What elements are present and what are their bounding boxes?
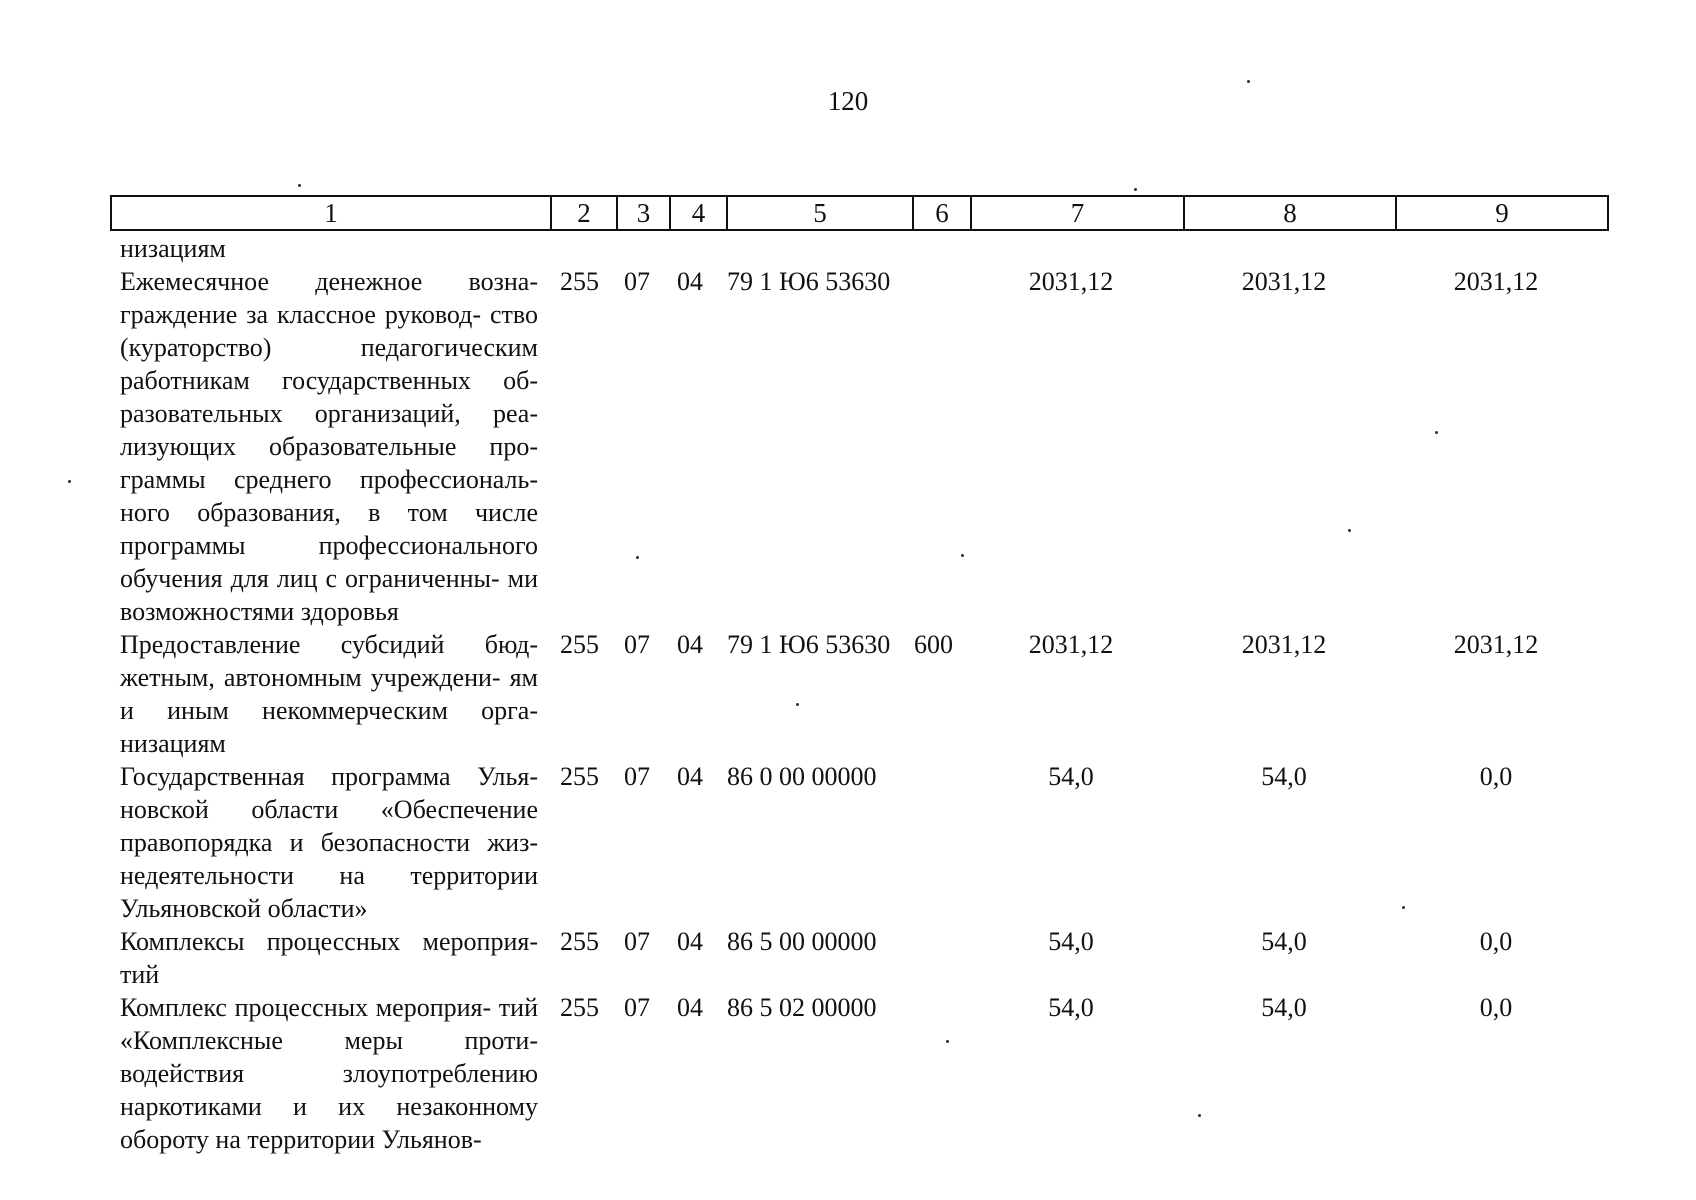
scan-speck [946,1040,949,1043]
scan-speck [298,184,301,187]
column-header-6: 6 [913,196,971,230]
scan-speck [1348,529,1351,532]
target-article-code: 79 1 Ю6 53630 [727,267,891,296]
scan-speck [1402,906,1405,909]
section-code: 07 [624,993,650,1022]
column-header-1: 1 [111,196,551,230]
table-row [0,265,1696,628]
column-header-8: 8 [1184,196,1396,230]
section-code: 07 [624,267,650,296]
row-description: низациям [120,234,226,263]
amount-col7: 54,0 [1048,993,1094,1022]
column-header-3: 3 [617,196,670,230]
ministry-code: 255 [560,927,599,956]
column-header-2: 2 [551,196,617,230]
expense-type-code: 600 [914,630,953,659]
target-article-code: 79 1 Ю6 53630 [727,630,891,659]
scan-speck [961,554,964,557]
scan-speck [1247,80,1250,83]
row-description: Ежемесячное денежное возна- граждение за классное руковод- ство (кураторство) педагогическим работникам государственных об- разовательных организаций, реа- лизующих образовательные про- граммы среднего профессиональ- ного образования, в том числе программы профессионального обучения для лиц с ограниченны- ми возможностями здоровья [120,267,538,626]
scan-speck [636,556,639,559]
table-row [0,232,1696,265]
subsection-code: 04 [677,927,703,956]
subsection-code: 04 [677,993,703,1022]
amount-col9: 0,0 [1479,993,1513,1022]
amount-col9: 0,0 [1479,927,1513,956]
column-header-table [110,195,1609,231]
amount-col7: 2031,12 [1028,267,1114,296]
column-header-4: 4 [670,196,727,230]
subsection-code: 04 [677,762,703,791]
target-article-code: 86 5 02 00000 [727,993,877,1022]
row-description: Комплексы процессных мероприя- тий [120,927,538,989]
table-row [0,925,1696,991]
ministry-code: 255 [560,762,599,791]
column-header-5: 5 [727,196,913,230]
page-number: 120 [827,86,869,116]
amount-col9: 2031,12 [1453,267,1539,296]
amount-col7: 54,0 [1048,927,1094,956]
amount-col8: 2031,12 [1241,267,1327,296]
scan-speck [1134,188,1137,191]
amount-col8: 54,0 [1261,762,1307,791]
row-description: Государственная программа Улья- новской области «Обеспечение правопорядка и безопасности жиз- недеятельности на территории Ульяновской области» [120,762,538,923]
scan-speck [796,703,799,706]
table-row [0,628,1696,760]
scan-speck [68,480,71,483]
amount-col8: 2031,12 [1241,630,1327,659]
amount-col9: 0,0 [1479,762,1513,791]
ministry-code: 255 [560,630,599,659]
table-row [0,991,1696,1156]
amount-col9: 2031,12 [1453,630,1539,659]
subsection-code: 04 [677,267,703,296]
section-code: 07 [624,762,650,791]
column-header-7: 7 [971,196,1184,230]
amount-col7: 54,0 [1048,762,1094,791]
scan-speck [1198,1114,1201,1117]
amount-col8: 54,0 [1261,927,1307,956]
ministry-code: 255 [560,993,599,1022]
column-header-row [111,196,1608,230]
amount-col8: 54,0 [1261,993,1307,1022]
row-description: Комплекс процессных мероприя- тий «Комплексные меры проти- водействия злоупотреблению наркотиками и их незаконному обороту на территории Ульянов- [120,993,538,1154]
section-code: 07 [624,927,650,956]
subsection-code: 04 [677,630,703,659]
column-header-9: 9 [1396,196,1608,230]
target-article-code: 86 5 00 00000 [727,927,877,956]
table-row [0,760,1696,925]
budget-table-body [0,232,1696,1156]
target-article-code: 86 0 00 00000 [727,762,877,791]
amount-col7: 2031,12 [1028,630,1114,659]
scan-speck [1435,431,1438,434]
ministry-code: 255 [560,267,599,296]
row-description: Предоставление субсидий бюд- жетным, автономным учреждени- ям и иным некоммерческим орга- низациям [120,630,538,758]
section-code: 07 [624,630,650,659]
